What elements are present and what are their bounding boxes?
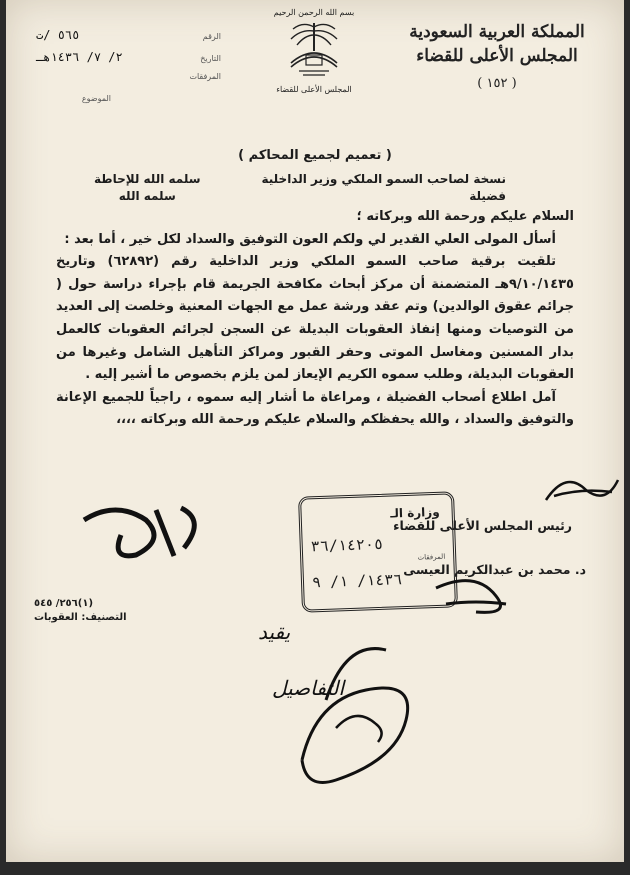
attachments-label: المرفقات bbox=[189, 72, 221, 81]
date-row bbox=[36, 50, 221, 72]
ref-label: الرقم bbox=[202, 32, 221, 41]
main-paragraph: تلقيت برقية صاحب السمو الملكي وزير الداخلية رقم (٦٢٨٩٢) وتاريخ ٩/١٠/١٤٣٥هـ المتضمنة أن مركز أبحاث مكافحة الجريمة قام بإجراء دراسة حول ( جرائم عقوق الوالدين) وتم عقد ورشة عمل مع الجهات المعنية وخلصت إلى العديد من التوصيات ومنها إنفاذ العقوبات البديلة عن السجن لجرائم العقوبات كالعمل بدار المسنين ومغاسل الموتى وحفر القبور ومراكز التأهيل الشامل وغيرها من العقوبات البديلة، وطلب سموه الكريم الإيعاز لمن يلزم بخصوص ما أشير إليه . bbox=[56, 254, 574, 383]
closing-paragraph: آمل اطلاع أصحاب الفضيلة ، ومراعاة ما أشار إليه سموه ، راجياً للجميع الإعانة والتوفيق والسداد ، والله يحفظكم والسلام عليكم ورحمة الله وبركاته ،،،، bbox=[56, 389, 574, 428]
ref-number-row bbox=[36, 28, 221, 50]
stamp-number: ٣٦/١٤٢٠٥ bbox=[310, 534, 384, 556]
attachments-row bbox=[36, 72, 221, 94]
ref-value: ٥٦٥ /ت bbox=[36, 28, 80, 42]
signatory-name: د. محمد بن عبدالكريم العيسى bbox=[403, 562, 586, 577]
large-signature bbox=[302, 649, 408, 783]
subject-row bbox=[36, 94, 111, 116]
stamp-small-label: المرفقات bbox=[417, 552, 446, 562]
addressee-right bbox=[261, 172, 506, 206]
classification bbox=[34, 598, 127, 626]
emblem-caption: المجلس الأعلى للقضاء bbox=[276, 85, 352, 94]
date-value: ٢/ ٧/ ١٤٣٦هـ bbox=[36, 50, 123, 64]
handwritten-note-register: يقيد bbox=[258, 620, 291, 644]
emblem bbox=[264, 8, 364, 108]
letter-number: ( ١٥٢ ) bbox=[477, 76, 517, 91]
blessing: سلمه الله bbox=[118, 189, 176, 203]
president-signature bbox=[84, 508, 194, 556]
circular-title: ( تعميم لجميع المحاكم ) bbox=[238, 148, 392, 163]
document-page bbox=[6, 0, 624, 862]
classification-label: التصنيف: العقوبات bbox=[34, 612, 127, 623]
handwritten-note-details: التفاصيل bbox=[272, 676, 345, 700]
stamp-date: ١٤٣٦/ ١/ ٩ bbox=[311, 570, 403, 592]
classification-ref: (١)٢٥٦/ ٥٤٥ bbox=[34, 598, 94, 609]
letterhead-organization bbox=[392, 22, 602, 91]
letter-body bbox=[56, 206, 574, 432]
council-name: المجلس الأعلى للقضاء bbox=[416, 46, 578, 66]
greeting: السلام عليكم ورحمة الله وبركاته ؛ bbox=[356, 209, 574, 224]
kingdom-name: المملكة العربية السعودية bbox=[409, 22, 585, 42]
initials-signature bbox=[546, 480, 618, 500]
copy-line: نسخة لصاحب السمو الملكي وزير الداخلية bbox=[261, 172, 506, 186]
date-label: التاريخ bbox=[200, 54, 221, 63]
stamp-ministry: وزارة الـ bbox=[390, 504, 440, 521]
for-info: سلمه الله للإحاطة bbox=[94, 172, 201, 186]
addressee-left bbox=[94, 172, 201, 206]
bismillah: بسم الله الرحمن الرحيم bbox=[273, 8, 355, 17]
reference-fields bbox=[36, 28, 221, 116]
honor-title: فضيلة bbox=[469, 189, 506, 203]
lower-scribble bbox=[336, 716, 382, 742]
incoming-stamp bbox=[298, 491, 458, 612]
subject-label: الموضوع bbox=[81, 94, 111, 103]
palm-swords-emblem-icon bbox=[279, 17, 349, 79]
opening-paragraph: أسأل المولى العلي القدير لي ولكم العون التوفيق والسداد لكل خير ، أما بعد : bbox=[64, 231, 556, 247]
signatory-title: رئيس المجلس الأعلى للقضاء bbox=[393, 518, 572, 533]
